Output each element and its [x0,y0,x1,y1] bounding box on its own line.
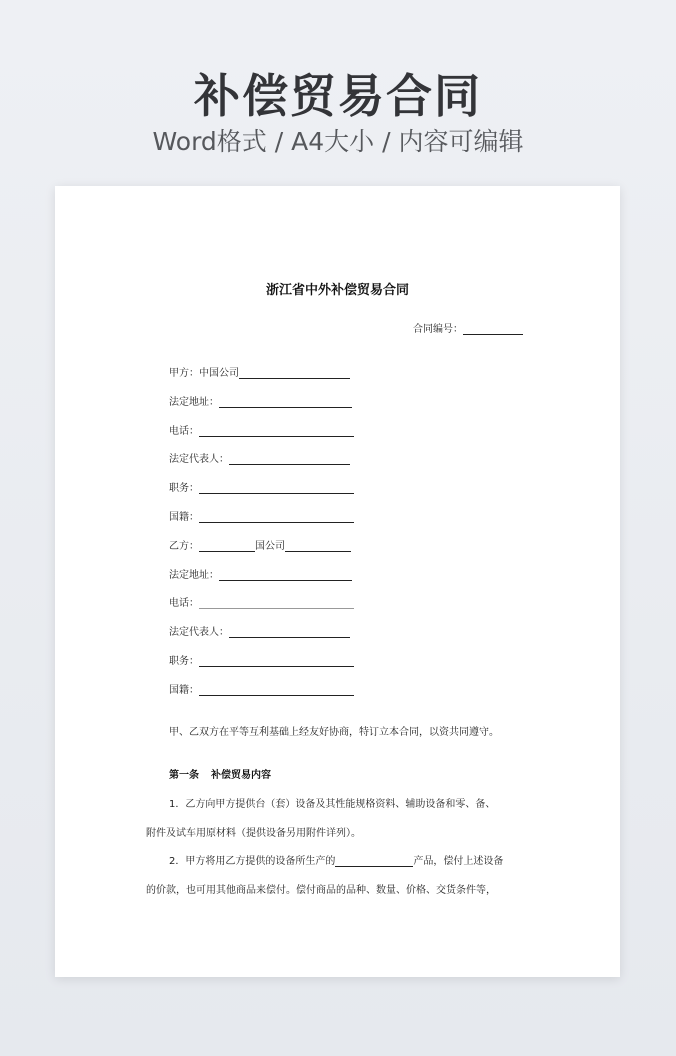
party-a-name-value: 中国公司 [199,368,239,379]
banner-subtitle: Word格式 / A4大小 / 内容可编辑 [152,127,524,156]
intro-paragraph: 甲、乙双方在平等互利基础上经友好协商，特订立本合同，以资共同遵守。 [169,727,499,738]
party-b-rep-row [169,623,350,638]
contract-number-blank[interactable] [463,323,523,335]
party-b-address-label: 法定地址： [169,570,219,581]
party-b-phone-label: 电话： [169,598,199,609]
party-b-name-label: 乙方： [169,541,199,552]
party-a-rep-blank[interactable] [229,453,350,465]
party-a-nationality-blank[interactable] [199,511,354,523]
party-a-phone-label: 电话： [169,426,199,437]
party-b-rep-label: 法定代表人： [169,627,229,638]
party-b-title-label: 职务： [169,656,199,667]
party-a-phone-blank[interactable] [199,425,354,437]
party-a-address-label: 法定地址： [169,397,219,408]
section-1-number: 第一条 [169,770,199,781]
section-1-title: 补偿贸易内容 [211,770,271,781]
banner-title: 补偿贸易合同 [194,69,482,123]
party-b-name-blank[interactable] [285,540,351,552]
party-a-title-label: 职务： [169,483,199,494]
item-1-line-1: 1．乙方向甲方提供台（套）设备及其性能规格资料、辅助设备和零、备、 [169,799,496,810]
contract-number [413,320,523,335]
item-1-line-2: 附件及试车用原材料（提供设备另用附件详列）。 [146,828,361,839]
party-a-name-label: 甲方： [169,368,199,379]
party-a-name-blank[interactable] [239,367,350,379]
party-b-title-row [169,652,354,667]
party-b-nationality-blank[interactable] [199,684,354,696]
party-b-nationality-row [169,681,354,696]
party-b-name-mid: 国公司 [255,541,285,552]
document-page [55,186,620,977]
item-2-line-1-end: 产品，偿付上述设备 [413,856,504,867]
section-1-heading [169,766,271,781]
item-2-line-2: 的价款，也可用其他商品来偿付。偿付商品的品种、数量、价格、交货条件等， [146,885,496,896]
party-a-nationality-label: 国籍： [169,512,199,523]
party-a-rep-label: 法定代表人： [169,454,229,465]
item-2-line-1-start: 2．甲方将用乙方提供的设备所生产的 [169,856,336,867]
party-b-address-row [169,566,352,581]
party-a-nationality-row [169,508,354,523]
party-a-name-row [169,364,350,379]
party-a-phone-row [169,422,354,437]
party-b-title-blank[interactable] [199,655,354,667]
party-a-address-blank[interactable] [219,396,352,408]
party-b-rep-blank[interactable] [229,626,350,638]
party-b-phone-row [169,594,354,609]
item-2-line-1 [169,852,503,867]
party-b-name-row [169,537,351,552]
document-title: 浙江省中外补偿贸易合同 [265,283,409,298]
party-a-address-row [169,393,352,408]
party-b-country-blank[interactable] [199,540,255,552]
contract-number-label: 合同编号： [413,324,463,335]
item-2-product-blank[interactable] [335,855,413,867]
party-a-rep-row [169,450,350,465]
party-a-title-row [169,479,354,494]
party-b-phone-blank[interactable] [199,597,354,609]
party-a-title-blank[interactable] [199,482,354,494]
party-b-nationality-label: 国籍： [169,685,199,696]
party-b-address-blank[interactable] [219,569,352,581]
